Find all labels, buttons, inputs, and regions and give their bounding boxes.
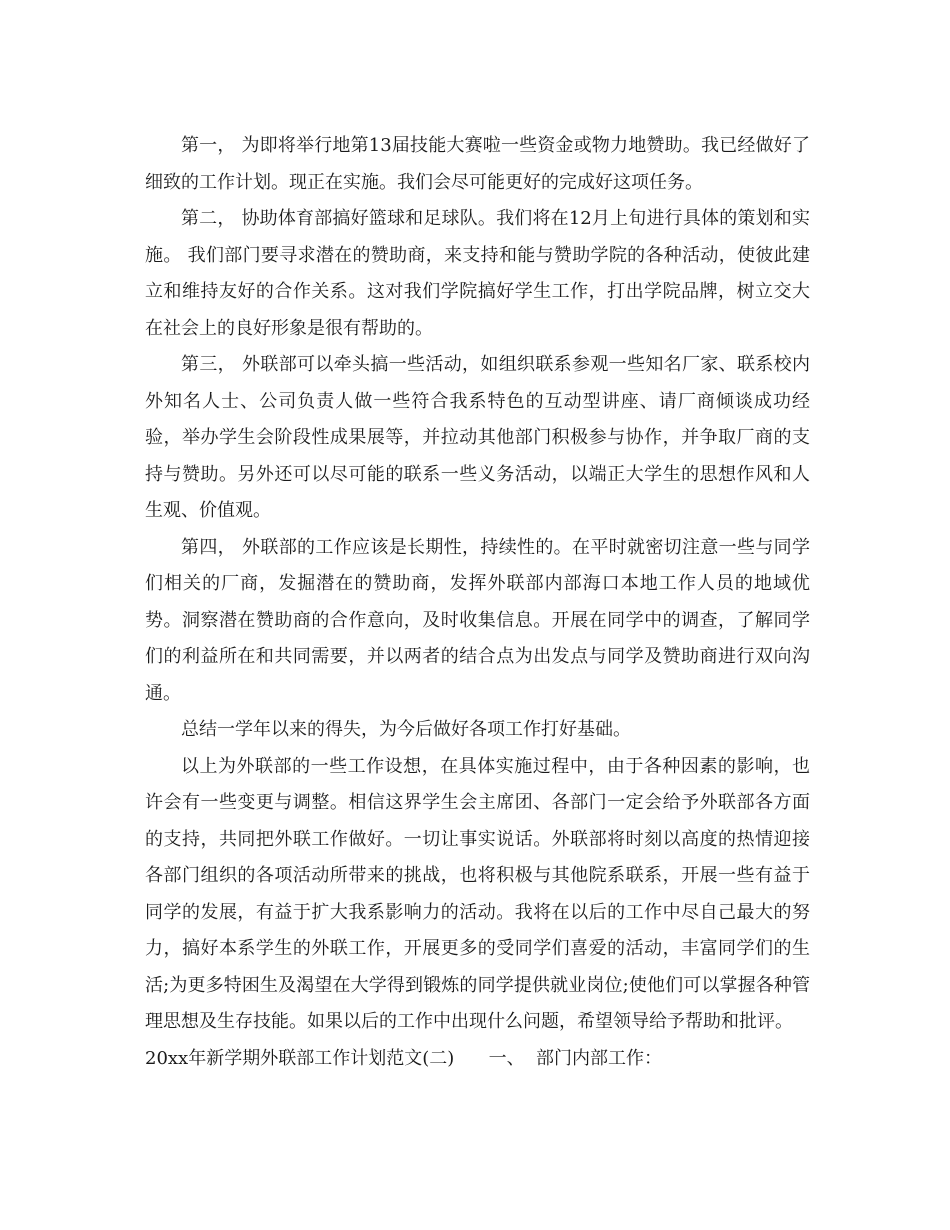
paragraph-5: 总结一学年以来的得失，为今后做好各项工作打好基础。 — [181, 719, 631, 740]
paragraph-2: 第二， 协助体育部搞好篮球和足球队。我们将在12月上旬进行具体的策划和实施。 我们部门要寻求潜在的赞助商，来支持和能与赞助学院的各种活动，使彼此建立和维持友好的合作关系。这对我们学院搞好学生工作，打出学院品牌，树立交大在社会上的良好形象是很有帮助的。 — [145, 208, 810, 339]
paragraph-3: 第三， 外联部可以牵头搞一些活动，如组织联系参观一些知名厂家、联系校内外知名人士、公司负责人做一些符合我系特色的互动型讲座、请厂商倾谈成功经验，举办学生会阶段性成果展等，并拉动其他部门积极参与协作，并争取厂商的支持与赞助。另外还可以尽可能的联系一些义务活动，以端正大学生的思想作风和人生观、价值观。 — [145, 354, 810, 521]
document-body — [145, 128, 810, 1077]
section-heading-line: 20xx年新学期外联部工作计划范文(二) 一、 部门内部工作： — [145, 1047, 663, 1069]
paragraph-6: 以上为外联部的一些工作设想，在具体实施过程中，由于各种因素的影响，也许会有一些变更与调整。相信这界学生会主席团、各部门一定会给予外联部各方面的支持，共同把外联工作做好。一切让事实说话。外联部将时刻以高度的热情迎接各部门组织的各项活动所带来的挑战，也将积极与其他院系联系，开展一些有益于同学的发展，有益于扩大我系影响力的活动。我将在以后的工作中尽自己最大的努力，搞好本系学生的外联工作，开展更多的受同学们喜爱的活动，丰富同学们的生活;为更多特困生及渴望在大学得到锻炼的同学提供就业岗位;使他们可以掌握各种管理思想及生存技能。如果以后的工作中出现什么问题，希望领导给予帮助和批评。 — [145, 755, 811, 1032]
paragraph-1: 第一， 为即将举行地第13届技能大赛啦一些资金或物力地赞助。我已经做好了细致的工作计划。现正在实施。我们会尽可能更好的完成好这项任务。 — [145, 135, 810, 193]
paragraph-4: 第四， 外联部的工作应该是长期性，持续性的。在平时就密切注意一些与同学们相关的厂商，发掘潜在的赞助商，发挥外联部内部海口本地工作人员的地域优势。洞察潜在赞助商的合作意向，及时收集信息。开展在同学中的调查，了解同学们的利益所在和共同需要，并以两者的结合点为出发点与同学及赞助商进行双向沟通。 — [145, 536, 810, 704]
